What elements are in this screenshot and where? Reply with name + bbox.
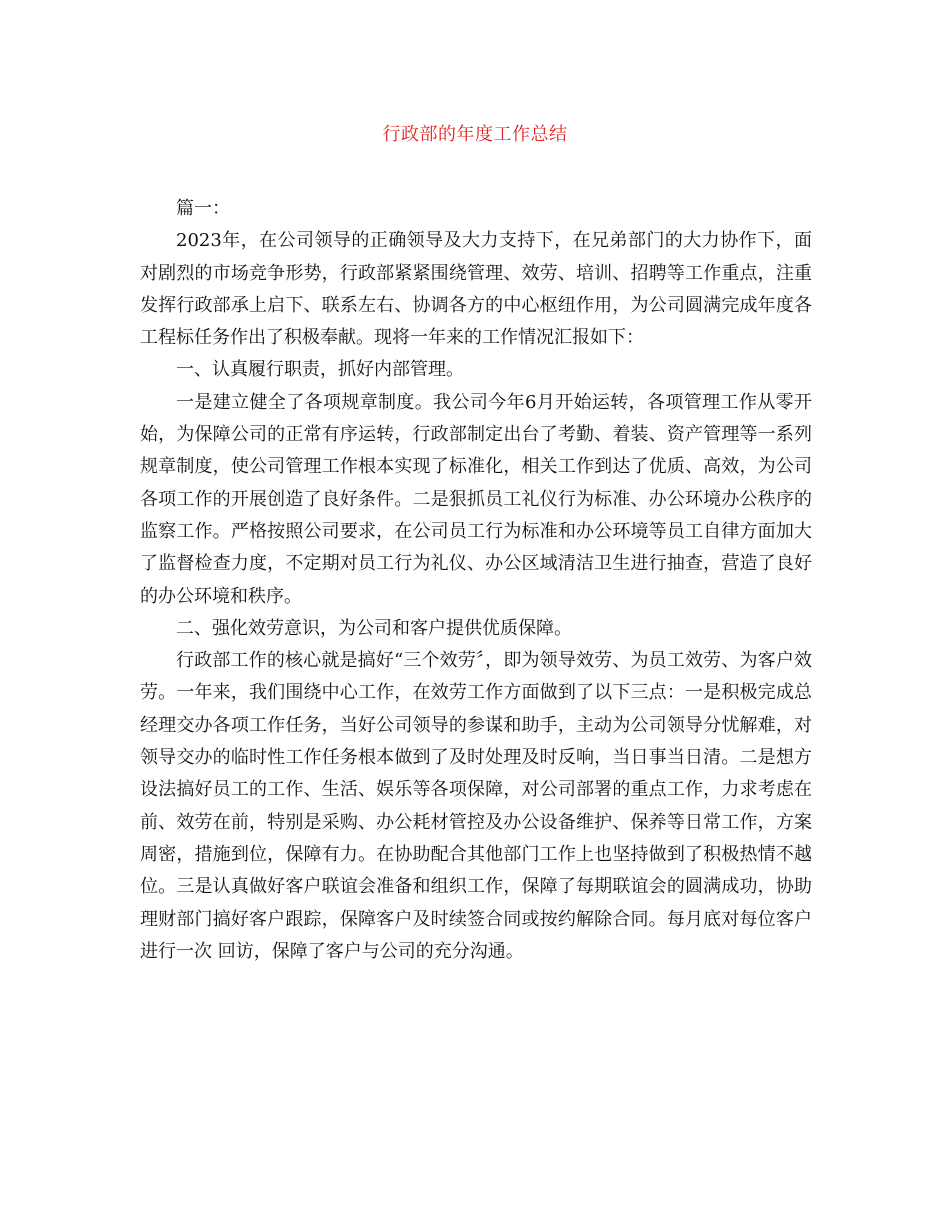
paragraph-intro: 2023年，在公司领导的正确领导及大力支持下，在兄弟部门的大力协作下，面对剧烈的市场竞争形势，行政部紧紧围绕管理、效劳、培训、招聘等工作重点，注重发挥行政部承上启下、联系左右、协调各方的中心枢纽作用，为公司圆满完成年度各工程标任务作出了积极奉献。现将一年来的工作情况汇报如下： — [140, 230, 812, 349]
paragraph-heading-1: 一、认真履行职责，抓好内部管理。 — [176, 359, 464, 381]
paragraph-management: 一是建立健全了各项规章制度。我公司今年6月开始运转，各项管理工作从零开始，为保障公司的正常有序运转，行政部制定出台了考勤、着装、资产管理等一系列规章制度，使公司管理工作根本实现了标准化，相关工作到达了优质、高效，为公司各项工作的开展创造了良好条件。二是狠抓员工礼仪行为标准、办公环境办公秩序的监察工作。严格按照公司要求，在公司员工行为标准和办公环境等员工自律方面加大了监督检查力度，不定期对员工行为礼仪、办公区域清洁卫生进行抽查，营造了良好的办公环境和秩序。 — [140, 391, 812, 607]
paragraph-section-label: 篇一： — [176, 198, 230, 219]
document-body — [140, 193, 812, 968]
document-title: 行政部的年度工作总结 — [382, 124, 568, 145]
paragraph-heading-2: 二、强化效劳意识，为公司和客户提供优质保障。 — [176, 617, 572, 639]
paragraph-service: 行政部工作的核心就是搞好“三个效劳〞，即为领导效劳、为员工效劳、为客户效劳。一年来，我们围绕中心工作，在效劳工作方面做到了以下三点：一是积极完成总经理交办各项工作任务，当好公司领导的参谋和助手，主动为公司领导分忧解难，对领导交办的临时性工作任务根本做到了及时处理及时反响，当日事当日清。二是想方设法搞好员工的工作、生活、娱乐等各项保障，对公司部署的重点工作，力求考虑在前、效劳在前，特别是采购、办公耗材管控及办公设备维护、保养等日常工作，方案周密，措施到位，保障有力。在协助配合其他部门工作上也坚持做到了积极热情不越位。三是认真做好客户联谊会准备和组织工作，保障了每期联谊会的圆满成功，协助理财部门搞好客户跟踪，保障客户及时续签合同或按约解除合同。每月底对每位客户进行一次 回访，保障了客户与公司的充分沟通。 — [140, 650, 812, 962]
